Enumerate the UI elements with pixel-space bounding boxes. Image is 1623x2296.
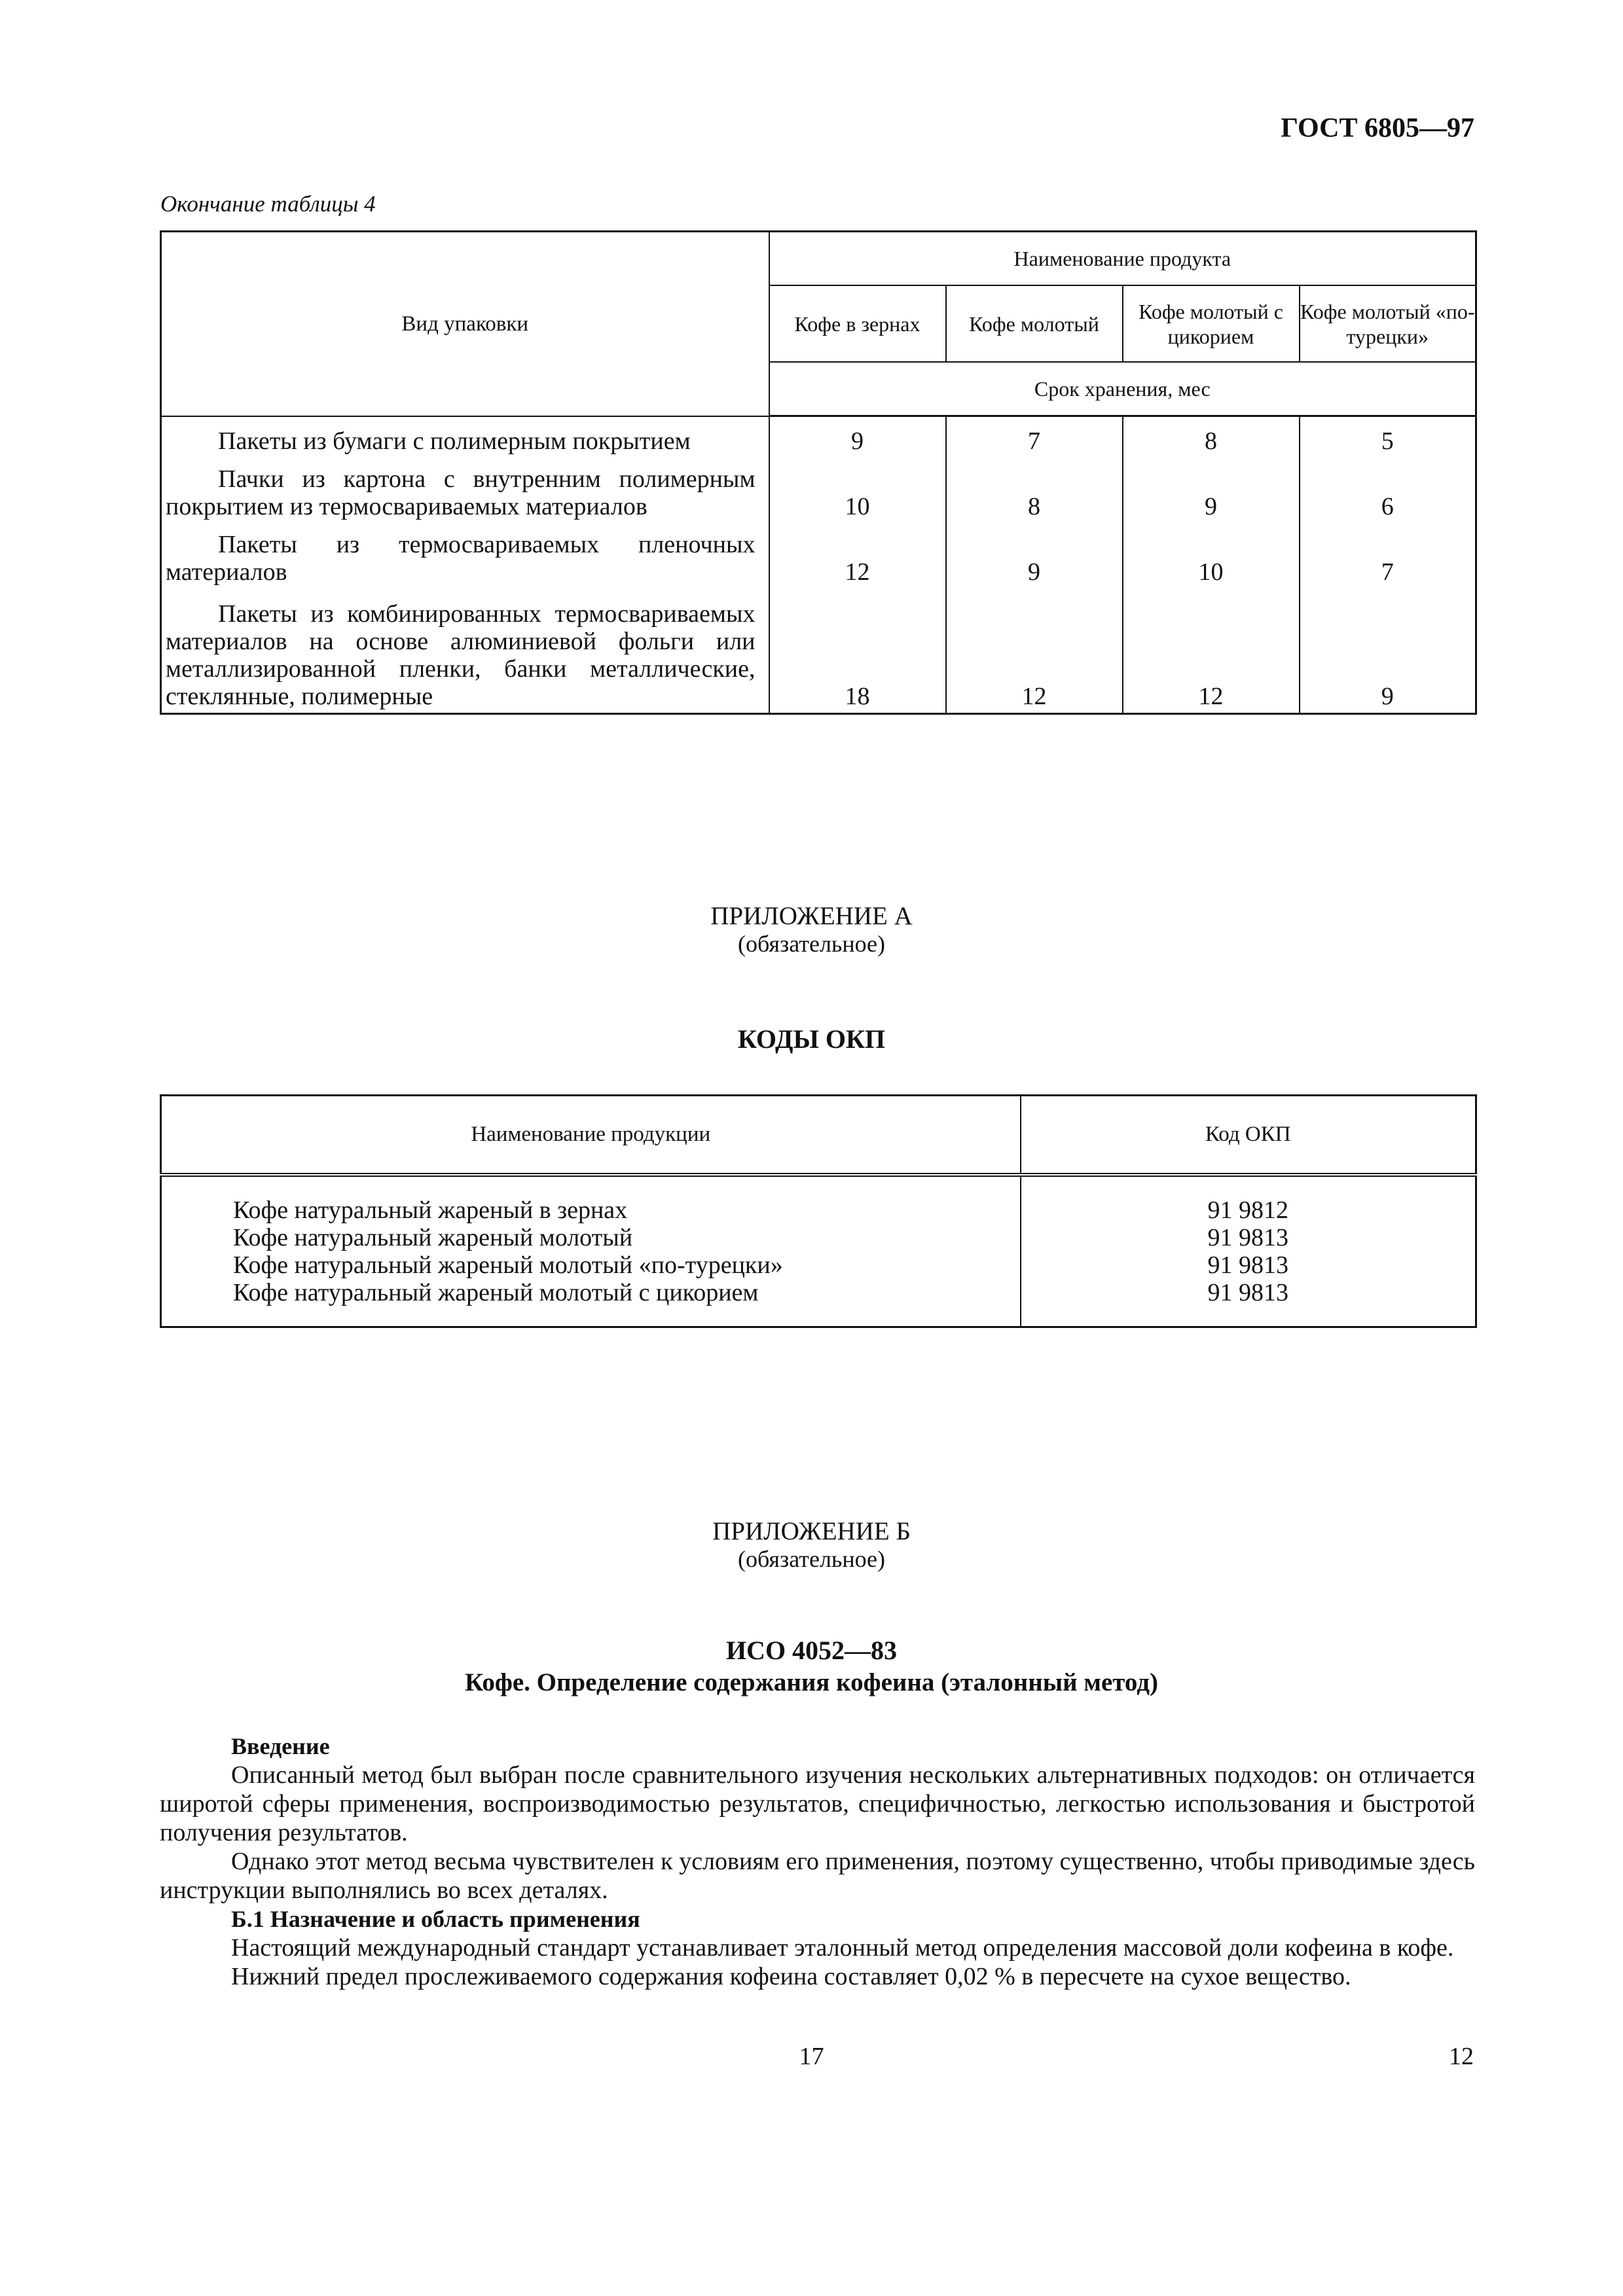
appendix-b-standard: ИСО 4052—83 [725, 1636, 898, 1665]
intro-paragraph: Однако этот метод весьма чувствителен к условиям его применения, поэтому существенно, чтобы приводимые здесь инструкции выполнялись во всех деталях. [160, 1848, 1475, 1904]
page-number: 17 [799, 2043, 824, 2070]
product-header: Кофе в зернах [769, 285, 946, 362]
shelf-life-value: 7 [1300, 520, 1476, 586]
section-heading: Б.1 Назначение и область применения [231, 1906, 640, 1932]
appendix-a-heading: КОДЫ ОКП [737, 1024, 886, 1054]
packaging-name: Пакеты из комбинированных термосвариваемых материалов на основе алюминиевой фольги или металлизированной пленки, банки металлические, стеклянные, полимерные [161, 586, 769, 714]
shelf-life-value: 12 [1123, 586, 1300, 714]
okp-code: 91 9813 [1207, 1251, 1288, 1279]
standard-title: ГОСТ 6805—97 [1281, 113, 1474, 143]
product-header: Кофе молотый «по-турецки» [1300, 285, 1476, 362]
col-product-header: Наименование продукции [161, 1096, 1021, 1175]
shelf-life-value: 7 [946, 416, 1123, 455]
shelf-life-value: 9 [769, 416, 946, 455]
shelf-life-value: 10 [769, 455, 946, 520]
table-continuation-label: Окончание таблицы 4 [160, 191, 376, 217]
okp-code: 91 9813 [1207, 1279, 1288, 1306]
shelf-life-value: 9 [1300, 586, 1476, 714]
intro-heading: Введение [231, 1733, 330, 1759]
appendix-a-title: ПРИЛОЖЕНИЕ А [710, 902, 913, 930]
packaging-name: Пачки из картона с внутренним полимерным покрытием из термосвариваемых материалов [161, 455, 769, 520]
shelf-life-value: 9 [1123, 455, 1300, 520]
okp-product-name: Кофе натуральный жареный в зернах [233, 1196, 628, 1224]
shelf-life-table [160, 230, 1477, 715]
product-header: Кофе молотый с цикорием [1123, 285, 1300, 362]
shelf-life-header: Срок хранения, мес [769, 362, 1476, 416]
okp-product-name: Кофе натуральный жареный молотый «по-турецки» [233, 1251, 783, 1279]
okp-codes-table [160, 1094, 1477, 1328]
shelf-life-value: 10 [1123, 520, 1300, 586]
appendix-b-body [160, 1732, 1475, 1991]
packaging-name: Пакеты из термосвариваемых пленочных материалов [161, 520, 769, 586]
col-code-header: Код ОКП [1021, 1096, 1476, 1175]
shelf-life-value: 18 [769, 586, 946, 714]
shelf-life-value: 12 [769, 520, 946, 586]
sheet-number: 12 [1449, 2043, 1474, 2070]
shelf-life-value: 6 [1300, 455, 1476, 520]
okp-product-name: Кофе натуральный жареный молотый с цикорием [233, 1279, 759, 1306]
intro-paragraph: Описанный метод был выбран после сравнительного изучения нескольких альтернативных подходов: он отличается широтой сферы применения, воспроизводимостью результатов, специфичностью, легкостью использования и быстротой получения результатов. [160, 1761, 1475, 1846]
okp-product-name: Кофе натуральный жареный молотый [233, 1224, 633, 1251]
appendix-b-status: (обязательное) [738, 1546, 885, 1572]
col-packaging-header: Вид упаковки [161, 232, 769, 416]
okp-code: 91 9813 [1207, 1224, 1288, 1251]
section-paragraph: Настоящий международный стандарт устанавливает эталонный метод определения массовой доли кофеина в кофе. [231, 1934, 1454, 1962]
shelf-life-value: 9 [946, 520, 1123, 586]
product-group-header: Наименование продукта [769, 232, 1476, 286]
okp-code: 91 9812 [1207, 1196, 1288, 1224]
shelf-life-value: 5 [1300, 416, 1476, 455]
appendix-b-title: ПРИЛОЖЕНИЕ Б [712, 1517, 911, 1545]
packaging-name: Пакеты из бумаги с полимерным покрытием [161, 416, 769, 455]
shelf-life-value: 8 [946, 455, 1123, 520]
appendix-b-subtitle: Кофе. Определение содержания кофеина (эталонный метод) [465, 1668, 1158, 1696]
shelf-life-value: 8 [1123, 416, 1300, 455]
section-paragraph: Нижний предел прослеживаемого содержания кофеина составляет 0,02 % в пересчете на сухое вещество. [231, 1963, 1351, 1990]
shelf-life-value: 12 [946, 586, 1123, 714]
product-header: Кофе молотый [946, 285, 1123, 362]
appendix-a-status: (обязательное) [738, 931, 885, 957]
